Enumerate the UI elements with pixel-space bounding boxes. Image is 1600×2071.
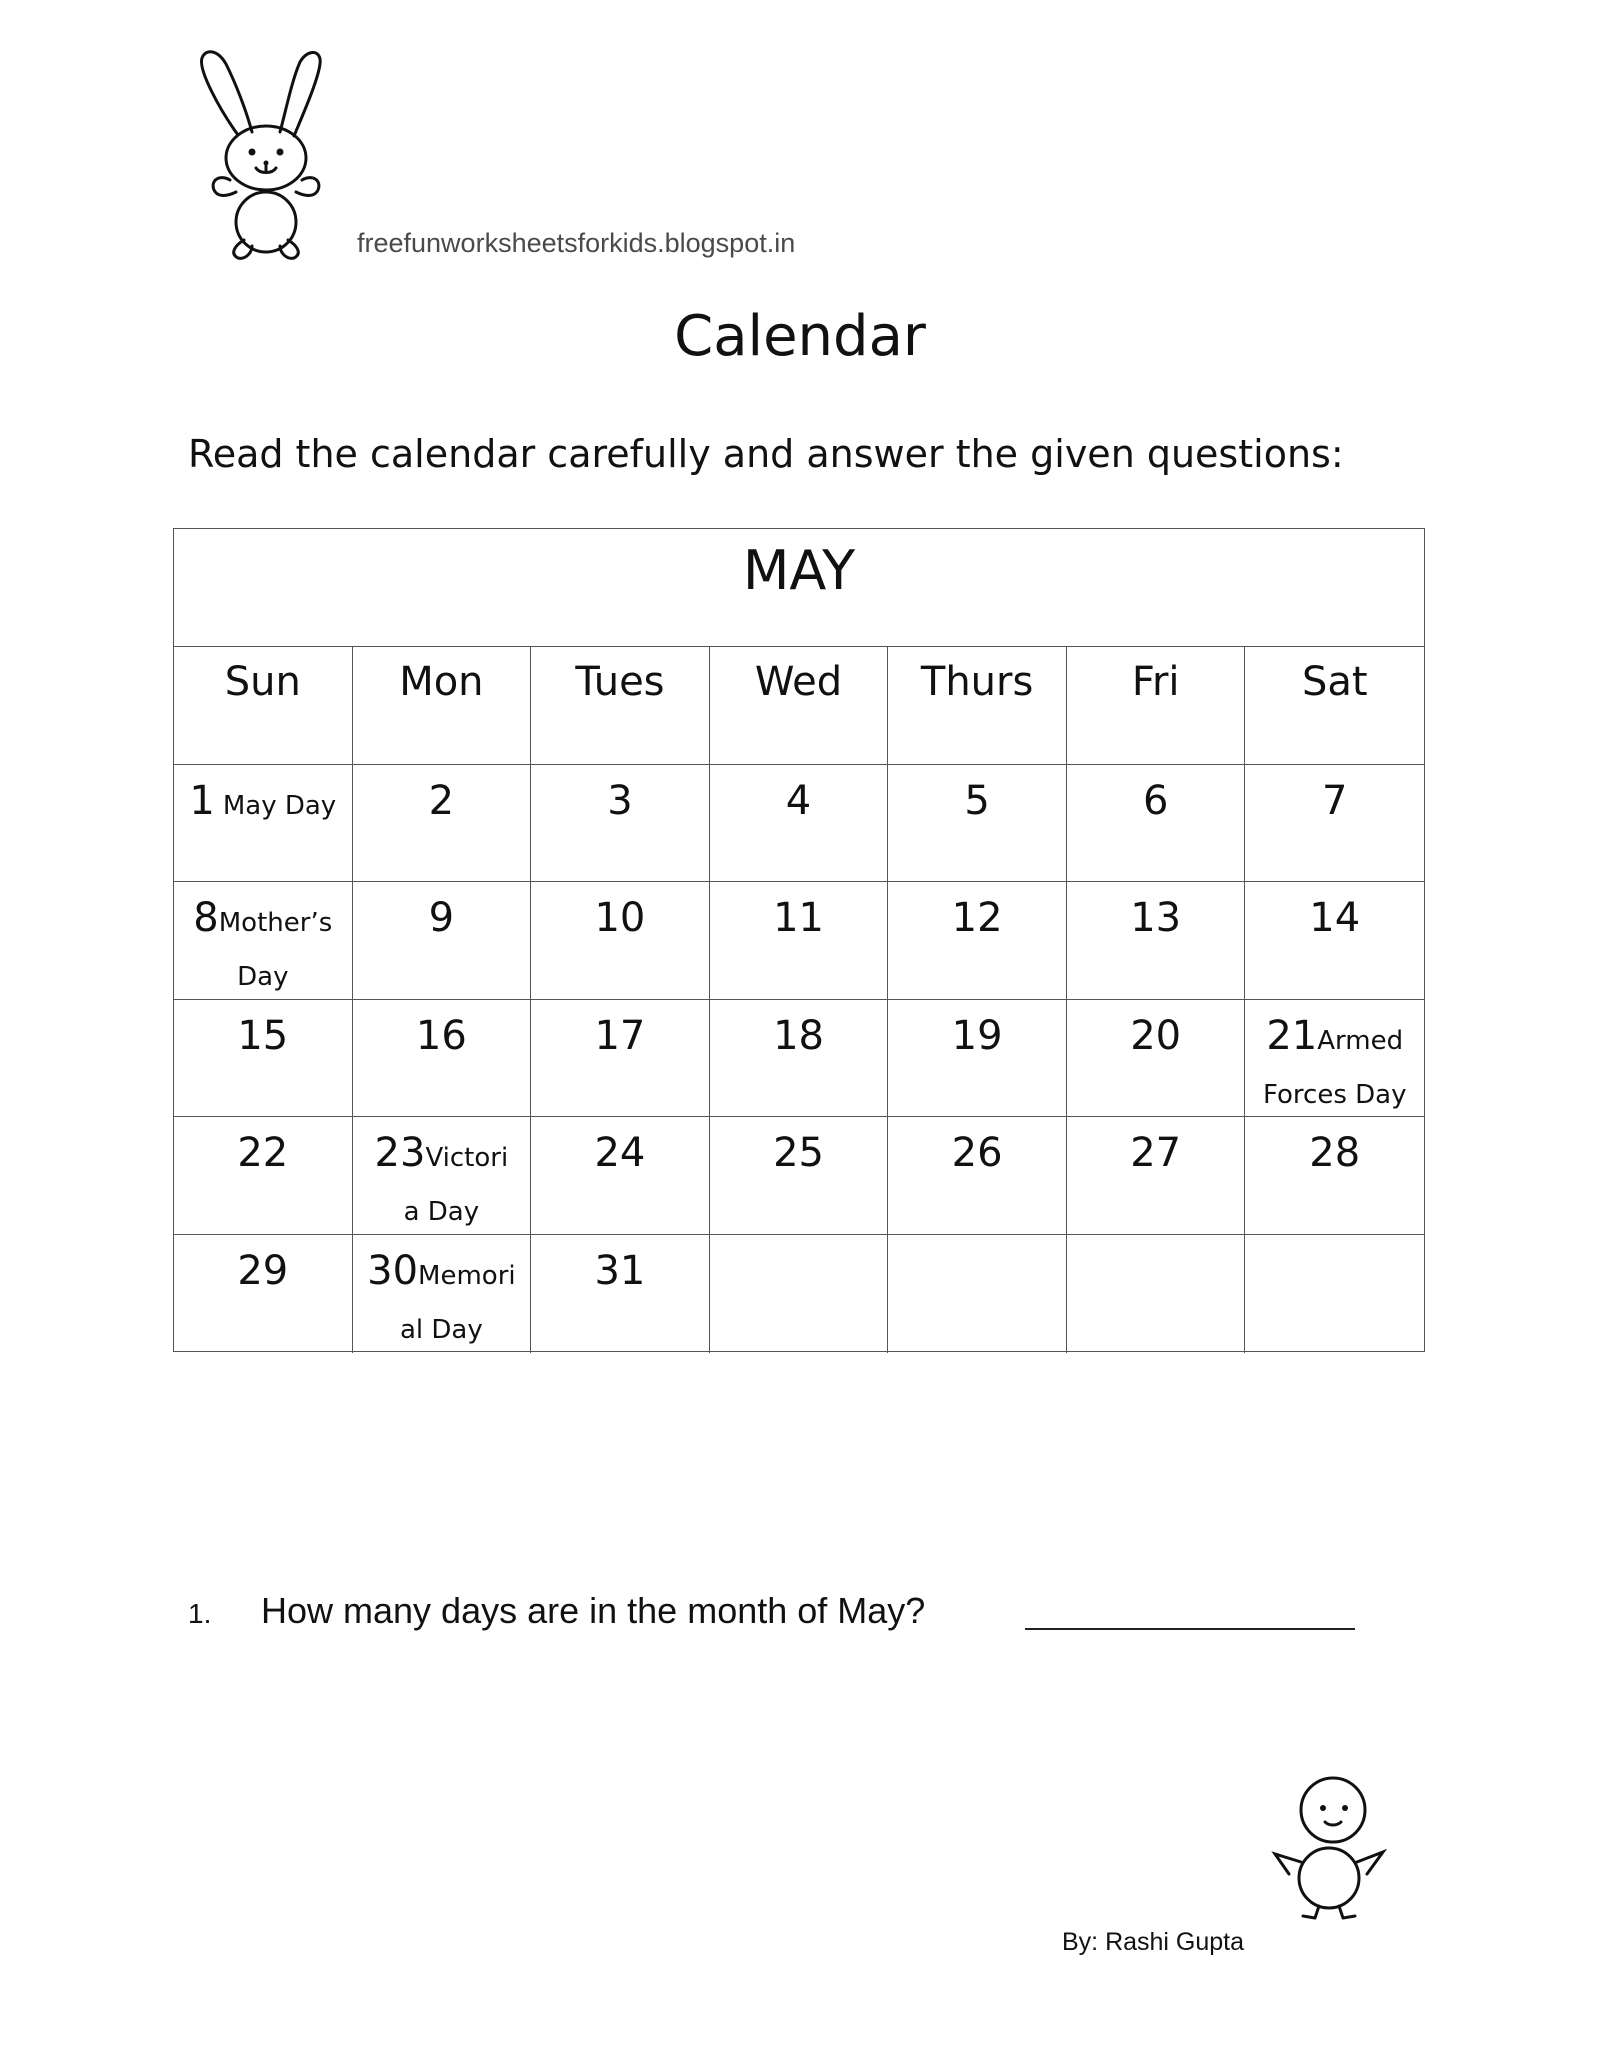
day-cell xyxy=(531,1000,710,1117)
day-cell xyxy=(888,1000,1067,1117)
site-url: freefunworksheetsforkids.blogspot.in xyxy=(357,228,796,258)
day-cell xyxy=(353,1117,532,1234)
day-number: 29 xyxy=(237,1247,289,1294)
day-cell xyxy=(710,765,889,882)
day-number: 9 xyxy=(428,895,455,942)
day-cell xyxy=(531,1117,710,1234)
day-cell xyxy=(531,1235,710,1353)
weekday-header: Wed xyxy=(710,647,889,764)
day-cell xyxy=(710,1000,889,1117)
day-cell xyxy=(888,882,1067,999)
week-row xyxy=(174,765,1424,883)
bunny-illustration xyxy=(190,40,350,260)
weekday-header: Sun xyxy=(174,647,353,764)
day-cell xyxy=(1067,1117,1246,1234)
calendar-grid xyxy=(174,647,1424,1353)
chick-illustration xyxy=(1265,1770,1395,1920)
week-row xyxy=(174,1000,1424,1118)
day-number: 16 xyxy=(415,1012,467,1059)
day-cell xyxy=(174,765,353,882)
holiday-note-continued: Day xyxy=(237,962,289,993)
day-cell xyxy=(174,1117,353,1234)
day-cell xyxy=(531,882,710,999)
answer-line[interactable] xyxy=(1025,1628,1355,1630)
day-cell xyxy=(174,882,353,999)
calendar-table xyxy=(173,528,1425,1352)
day-cell xyxy=(710,1235,889,1353)
holiday-note: Victori xyxy=(425,1143,509,1174)
day-number: 4 xyxy=(785,777,812,824)
day-cell xyxy=(353,765,532,882)
day-cell xyxy=(1245,1235,1424,1353)
day-number: 20 xyxy=(1130,1012,1182,1059)
day-cell xyxy=(1067,1235,1246,1353)
day-cell xyxy=(710,1117,889,1234)
question-text: How many days are in the month of May? xyxy=(261,1590,926,1631)
day-cell xyxy=(353,1235,532,1353)
day-number: 30 xyxy=(367,1247,419,1294)
day-cell xyxy=(1067,765,1246,882)
weekday-header: Mon xyxy=(353,647,532,764)
weekday-header: Fri xyxy=(1067,647,1246,764)
day-number: 12 xyxy=(951,895,1003,942)
day-cell xyxy=(174,1235,353,1353)
day-cell xyxy=(1245,1117,1424,1234)
holiday-note: Armed xyxy=(1317,1025,1404,1056)
holiday-note-continued: a Day xyxy=(403,1197,480,1228)
day-number: 26 xyxy=(951,1130,1003,1177)
day-number: 19 xyxy=(951,1012,1003,1059)
day-cell xyxy=(531,765,710,882)
weekday-header: Thurs xyxy=(888,647,1067,764)
day-number: 1 xyxy=(189,777,215,824)
day-number: 11 xyxy=(773,895,824,942)
day-number: 18 xyxy=(773,1012,824,1059)
day-number: 21 xyxy=(1266,1012,1318,1059)
author-byline: By: Rashi Gupta xyxy=(1062,1928,1245,1956)
day-number: 31 xyxy=(594,1247,646,1294)
day-number: 14 xyxy=(1309,895,1361,942)
month-heading: MAY xyxy=(174,529,1424,647)
day-number: 8 xyxy=(193,895,219,942)
holiday-note: Memori xyxy=(418,1260,516,1291)
day-cell xyxy=(1067,1000,1246,1117)
weekday-header: Sat xyxy=(1301,659,1368,705)
day-number: 2 xyxy=(428,777,455,824)
page-title: Calendar xyxy=(674,304,926,369)
week-row xyxy=(174,1235,1424,1353)
day-number: 17 xyxy=(594,1012,646,1059)
day-number: 25 xyxy=(773,1130,824,1177)
weekday-header-row xyxy=(174,647,1424,765)
day-cell xyxy=(1245,765,1424,882)
day-cell xyxy=(888,1235,1067,1353)
day-number: 27 xyxy=(1130,1130,1182,1177)
holiday-note: May Day xyxy=(222,790,337,821)
day-cell xyxy=(888,1117,1067,1234)
day-cell xyxy=(353,882,532,999)
weekday-header: Tues xyxy=(531,647,710,764)
day-number: 3 xyxy=(607,777,633,824)
holiday-note-continued: Forces Day xyxy=(1263,1079,1407,1110)
holiday-note-continued: al Day xyxy=(399,1314,483,1345)
day-number: 28 xyxy=(1309,1130,1361,1177)
holiday-note: Mother’s xyxy=(218,908,333,939)
day-cell xyxy=(1245,1000,1424,1117)
day-cell xyxy=(353,1000,532,1117)
day-number: 7 xyxy=(1322,777,1348,824)
day-number: 6 xyxy=(1142,777,1169,824)
instructions: Read the calendar carefully and answer the given questions: xyxy=(188,432,1344,476)
day-cell xyxy=(710,882,889,999)
day-number: 13 xyxy=(1130,895,1182,942)
day-number: 5 xyxy=(964,777,990,824)
day-number: 10 xyxy=(594,895,646,942)
question-number: 1. xyxy=(188,1598,212,1629)
day-number: 24 xyxy=(594,1130,646,1177)
day-number: 22 xyxy=(237,1130,289,1177)
day-cell xyxy=(174,1000,353,1117)
day-cell xyxy=(888,765,1067,882)
week-row xyxy=(174,1117,1424,1235)
day-cell xyxy=(1067,882,1246,999)
day-number: 15 xyxy=(237,1012,289,1059)
day-cell xyxy=(1245,882,1424,999)
day-number: 23 xyxy=(374,1130,426,1177)
week-row xyxy=(174,882,1424,1000)
